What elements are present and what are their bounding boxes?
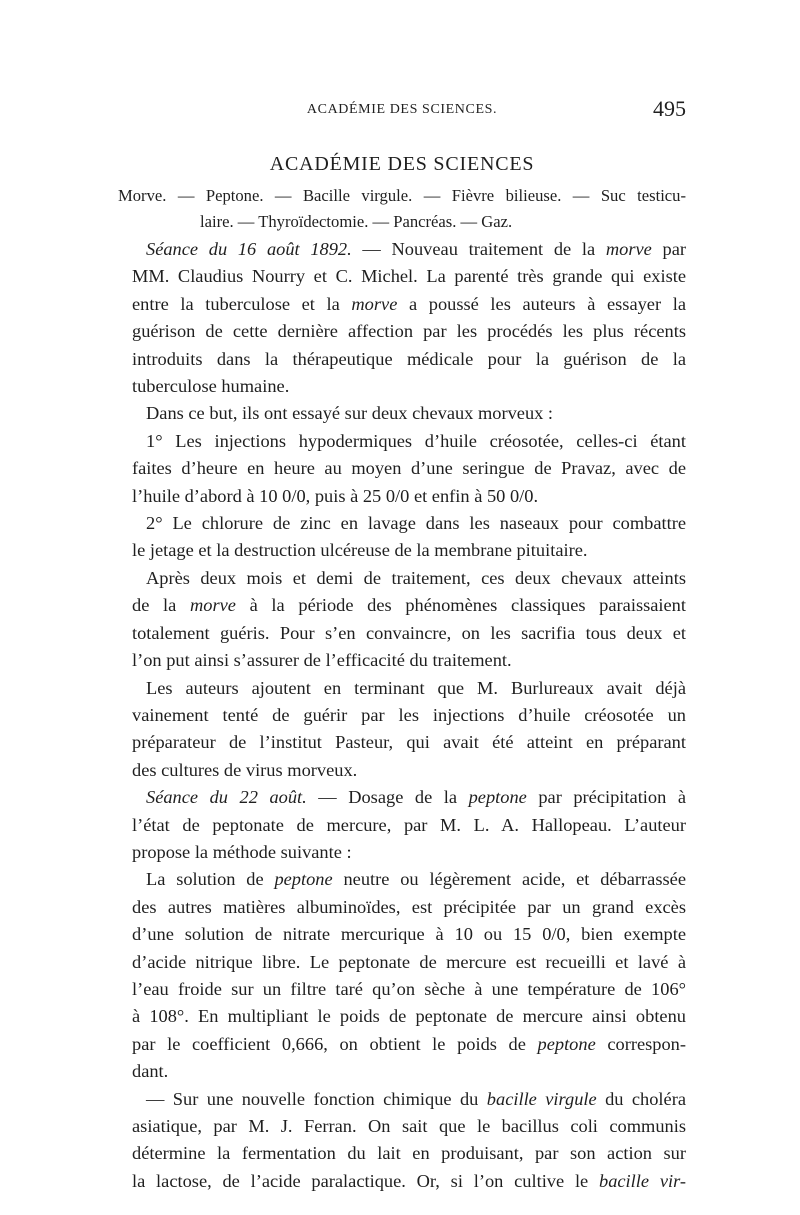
article-body	[118, 236, 686, 1195]
text-run: la lactose, de l’acide paralactique. Or, si l’on cultive le	[132, 1170, 599, 1191]
text-line	[118, 1086, 686, 1113]
text-line: d’acide nitrique libre. Le peptonate de mercure est recueilli et lavé à	[132, 951, 686, 972]
text-line	[118, 866, 686, 893]
text-line: d’une solution de nitrate mercurique à 10 ou 15 0/0, bien exempte	[132, 924, 686, 945]
text-line	[118, 1031, 686, 1058]
text-line: l’huile d’abord à 10 0/0, puis à 25 0/0 et enfin à 50 0/0.	[132, 485, 539, 506]
section-summary	[118, 183, 686, 235]
paragraph-burlureaux	[118, 675, 686, 785]
text-run: neutre ou légèrement acide, et débarrassée	[332, 869, 686, 890]
text-line: propose la méthode suivante :	[132, 841, 352, 862]
text-run: par	[651, 239, 686, 259]
summary-line	[118, 209, 686, 235]
text-run: par le coefficient 0,666, on obtient le poids de	[132, 1033, 538, 1054]
text-line: tuberculose humaine.	[132, 376, 290, 397]
text-line	[118, 1168, 686, 1195]
text-run: a poussé les auteurs à essayer la	[397, 293, 686, 314]
text-run: du choléra	[596, 1088, 686, 1109]
italic-term: morve	[605, 239, 652, 259]
paragraph-but	[118, 400, 686, 427]
text-line	[118, 784, 686, 811]
text-line: Les auteurs ajoutent en terminant que M. Burlureaux avait déjà	[146, 677, 686, 698]
text-line	[118, 291, 686, 318]
text-line: Dans ce but, ils ont essayé sur deux chevaux morveux :	[146, 403, 554, 424]
text-line: 2° Le chlorure de zinc en lavage dans les naseaux pour combattre	[146, 513, 686, 534]
text-line: MM. Claudius Nourry et C. Michel. La parenté très grande qui existe	[132, 266, 686, 287]
text-line: l’eau froide sur un filtre taré qu’on sèche à une température de 106°	[132, 978, 686, 999]
text-line: guérison de cette dernière affection par les procédés les plus récents	[132, 321, 686, 342]
text-line: faites d’heure en heure au moyen d’une seringue de Pravaz, avec de	[132, 458, 686, 479]
text-line: totalement guéris. Pour s’en convaincre, on les sacrifia tous deux et	[132, 622, 686, 643]
paragraph-injections	[118, 428, 686, 510]
page-number: 495	[653, 96, 686, 121]
text-line	[118, 236, 686, 263]
text-line: des cultures de virus morveux.	[132, 759, 358, 780]
text-run: correspon-	[595, 1033, 686, 1054]
italic-term: peptone	[468, 787, 527, 808]
text-run: par précipitation à	[526, 787, 686, 808]
text-line	[118, 592, 686, 619]
italic-term: morve	[189, 595, 236, 616]
paragraph-resultat	[118, 565, 686, 675]
text-run: à la période des phénomènes classiques paraissaient	[235, 595, 686, 616]
text-run: La solution de	[146, 869, 275, 890]
text-line: vainement tenté de guérir par les injections d’huile créosotée un	[132, 704, 686, 725]
text-line: asiatique, par M. J. Ferran. On sait que le bacillus coli communis	[132, 1116, 686, 1136]
text-line: l’on put ainsi s’assurer de l’efficacité du traitement.	[132, 650, 512, 671]
text-line: des autres matières albuminoïdes, est précipitée par un grand excès	[132, 896, 686, 917]
text-run: — Nouveau traitement de la	[351, 239, 606, 259]
text-line: Après deux mois et demi de traitement, ces deux chevaux atteints	[146, 567, 686, 588]
summary-line: Morve. — Peptone. — Bacille virgule. — Fièvre bilieuse. — Suc testicu-	[118, 186, 686, 205]
italic-term: bacille vir-	[599, 1170, 687, 1191]
text-line: l’état de peptonate de mercure, par M. L. A. Hallopeau. L’auteur	[132, 814, 686, 835]
text-line: détermine la fermentation du lait en produisant, par son action sur	[132, 1143, 686, 1164]
text-line: le jetage et la destruction ulcéreuse de la membrane pituitaire.	[132, 540, 588, 561]
italic-term: morve	[351, 293, 398, 314]
session-date: Séance du 16 août 1892.	[146, 239, 352, 259]
text-run: de la	[132, 595, 190, 616]
italic-term: bacille virgule	[486, 1088, 597, 1109]
text-line: introduits dans la thérapeutique médicale pour la guérison de la	[132, 348, 686, 369]
paragraph-bacille-virgule	[118, 1086, 686, 1196]
text-line: préparateur de l’institut Pasteur, qui avait été atteint en préparant	[132, 732, 686, 753]
italic-term: peptone	[537, 1033, 596, 1054]
paragraph-chlorure	[118, 510, 686, 565]
section-title: ACADÉMIE DES SCIENCES	[269, 153, 535, 175]
running-title: ACADÉMIE DES SCIENCES.	[306, 102, 498, 117]
paragraph-methode	[118, 866, 686, 1085]
text-line: 1° Les injections hypodermiques d’huile créosotée, celles-ci étant	[146, 430, 686, 451]
paragraph-morve	[118, 236, 686, 400]
paragraph-peptone	[118, 784, 686, 866]
text-run: — Dosage de la	[306, 787, 469, 808]
session-date: Séance du 22 août.	[146, 787, 307, 808]
text-run: entre la tuberculose et la	[132, 293, 352, 314]
text-line: dant.	[132, 1061, 169, 1082]
text-run: — Sur une nouvelle fonction chimique du	[146, 1088, 487, 1109]
running-header	[118, 96, 686, 124]
text-line: à 108°. En multipliant le poids de peptonate de mercure ainsi obtenu	[132, 1006, 686, 1027]
summary-line-text: laire. — Thyroïdectomie. — Pancréas. — Gaz.	[200, 212, 513, 231]
italic-term: peptone	[274, 869, 333, 890]
